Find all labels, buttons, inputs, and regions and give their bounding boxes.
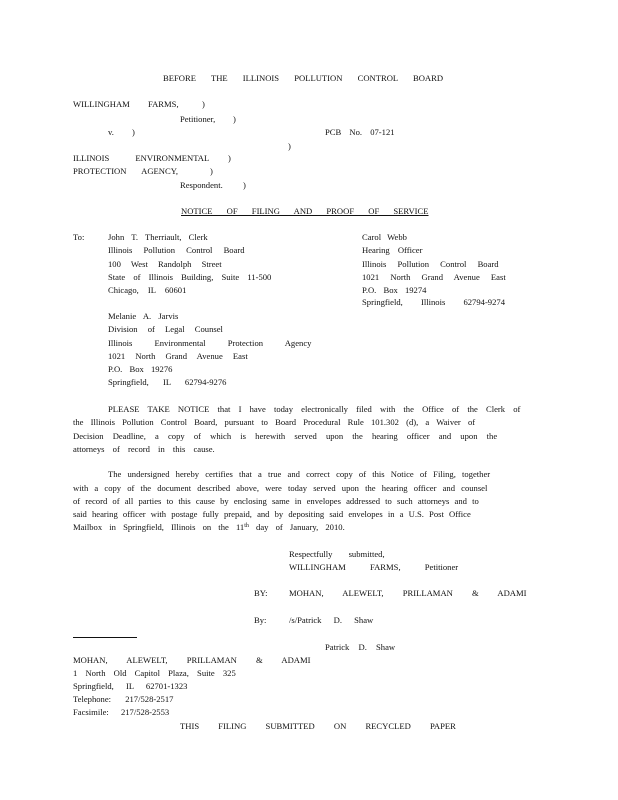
ordinal-suffix: th	[244, 523, 249, 529]
electronic-signature: /s/Patrick D. Shaw	[289, 615, 374, 625]
recycled-paper-footer: THIS FILING SUBMITTED ON RECYCLED PAPER	[180, 721, 456, 731]
caption-paren: )	[233, 114, 236, 124]
paragraph-line	[73, 523, 345, 532]
firm-line: 1 North Old Capitol Plaza, Suite 325	[73, 668, 236, 678]
firm-line: Springfield, IL 62701-1323	[73, 681, 188, 691]
firm-line: Facsimile: 217/528-2553	[73, 707, 170, 717]
paragraph-line: Decision Deadline, a copy of which is herewith served upon the hearing officer and upon the	[73, 431, 498, 441]
address-line: State of Illinois Building, Suite 11-500	[108, 272, 272, 282]
by-label: By:	[254, 615, 267, 625]
address-line: Chicago, IL 60601	[108, 285, 187, 295]
firm-line: MOHAN, ALEWELT, PRILLAMAN & ADAMI	[73, 655, 311, 665]
address-line: 100 West Randolph Street	[108, 259, 222, 269]
address-line: P.O. Box 19274	[362, 285, 427, 295]
paragraph-line: of record of all parties to this cause by enclosing same in envelopes addressed to such attorneys and to	[73, 496, 479, 506]
party-name: WILLINGHAM FARMS, Petitioner	[289, 562, 459, 572]
petitioner-name: WILLINGHAM FARMS,	[73, 99, 179, 109]
petitioner-role: Petitioner,	[180, 114, 216, 124]
date-text: Mailbox in Springfield, Illinois on the 11	[73, 522, 245, 532]
paragraph-line: PLEASE TAKE NOTICE that I have today electronically filed with the Office of the Clerk of	[108, 404, 521, 414]
caption-paren: )	[243, 180, 246, 190]
closing-text: Respectfully submitted,	[289, 549, 385, 559]
firm-line: Telephone: 217/528-2517	[73, 694, 174, 704]
respondent-name-line-2: PROTECTION AGENCY,	[73, 166, 178, 176]
to-label: To:	[73, 232, 85, 242]
address-line: Illinois Pollution Control Board	[108, 245, 245, 255]
caption-paren: )	[210, 166, 213, 176]
address-line: John T. Therriault, Clerk	[108, 232, 208, 242]
paragraph-line: The undersigned hereby certifies that a true and correct copy of this Notice of Filing, together	[108, 469, 491, 479]
caption-paren: )	[202, 99, 205, 109]
respondent-role: Respondent.	[180, 180, 223, 190]
firm-name: MOHAN, ALEWELT, PRILLAMAN & ADAMI	[289, 588, 527, 598]
paragraph-line: with a copy of the document described above, were today served upon the hearing officer and counsel	[73, 483, 488, 493]
address-line: Melanie A. Jarvis	[108, 311, 179, 321]
respondent-name-line-1: ILLINOIS ENVIRONMENTAL	[73, 153, 210, 163]
address-line: Illinois Pollution Control Board	[362, 259, 499, 269]
by-label: BY:	[254, 588, 268, 598]
notice-title: NOTICE OF FILING AND PROOF OF SERVICE	[181, 206, 429, 216]
versus-label: v.	[108, 127, 114, 137]
address-line: Springfield, Illinois 62794-9274	[362, 297, 505, 307]
address-line: Illinois Environmental Protection Agency	[108, 338, 312, 348]
caption-paren: )	[228, 153, 231, 163]
caption-paren: )	[288, 141, 291, 151]
address-line: Carol Webb	[362, 232, 407, 242]
address-line: Hearing Officer	[362, 245, 423, 255]
caption-paren: )	[132, 127, 135, 137]
address-line: Division of Legal Counsel	[108, 324, 223, 334]
paragraph-line: the Illinois Pollution Control Board, pursuant to Board Procedural Rule 101.302 (d), a Waiver of	[73, 417, 476, 427]
paragraph-line: attorneys of record in this cause.	[73, 444, 215, 454]
date-text: day of January, 2010.	[248, 522, 345, 532]
address-line: 1021 North Grand Avenue East	[362, 272, 506, 282]
address-line: P.O. Box 19276	[108, 364, 173, 374]
separator-line	[73, 637, 137, 638]
case-number: PCB No. 07-121	[325, 127, 395, 137]
address-line: Springfield, IL 62794-9276	[108, 377, 227, 387]
board-title: BEFORE THE ILLINOIS POLLUTION CONTROL BOARD	[163, 73, 444, 83]
address-line: 1021 North Grand Avenue East	[108, 351, 248, 361]
signer-name: Patrick D. Shaw	[325, 642, 396, 652]
paragraph-line: said hearing officer with postage fully prepaid, and by depositing said envelopes in a U.S. Post Office	[73, 509, 471, 519]
